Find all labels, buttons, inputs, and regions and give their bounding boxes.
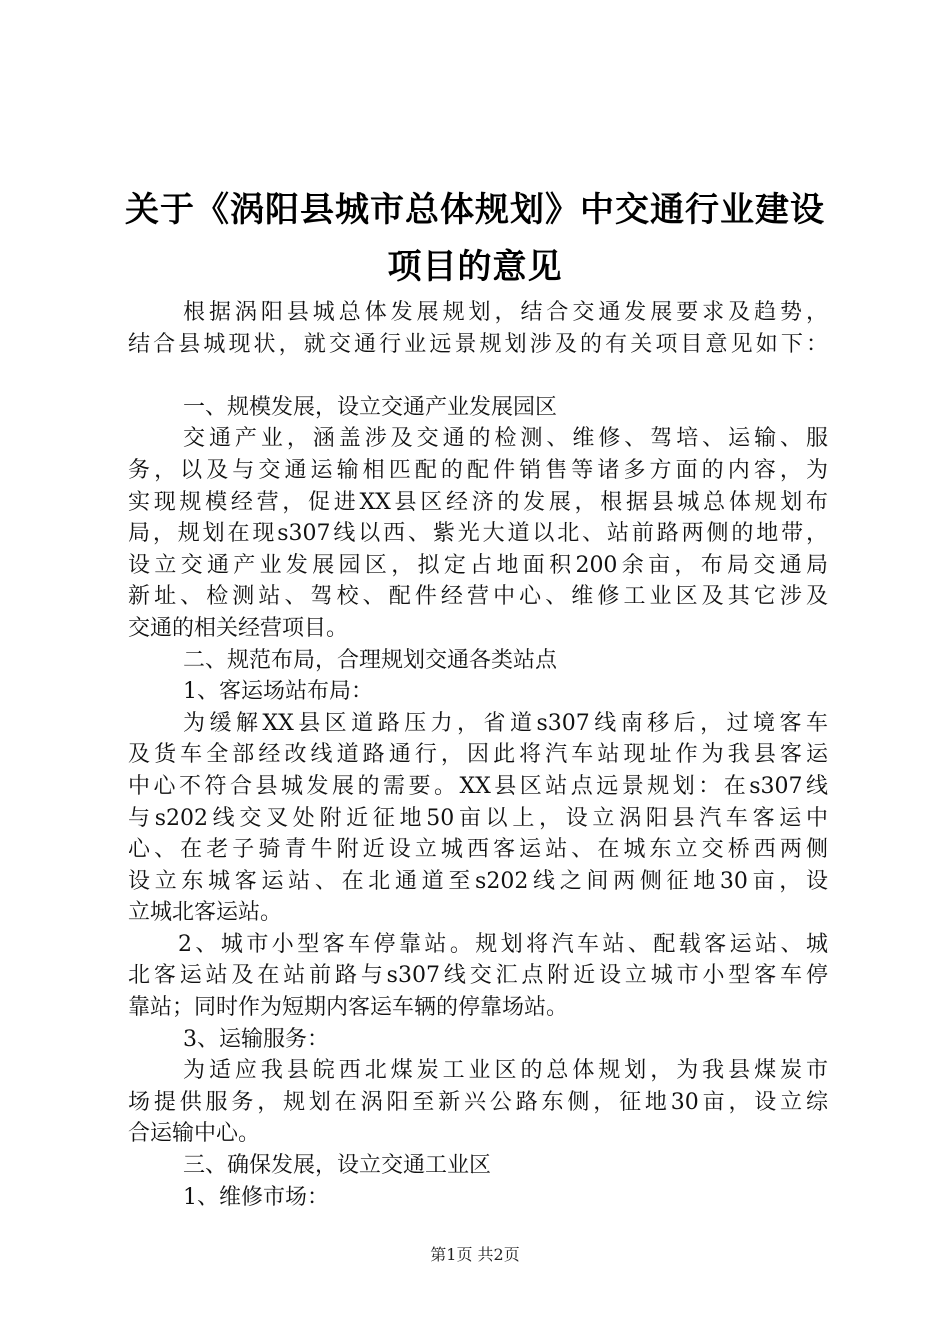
section-heading: 一、规模发展，设立交通产业发展园区 [183,394,558,420]
paragraph-line: 交通的相关经营项目。 [128,615,349,641]
document-title-line-2: 项目的意见 [387,247,563,287]
paragraph-line: 交通产业，涵盖涉及交通的检测、维修、驾培、运输、服 [183,426,828,452]
paragraph-line: 新址、检测站、驾校、配件经营中心、维修工业区及其它涉及 [128,584,828,610]
paragraph-line: 及货车全部经改线道路通行，因此将汽车站现址作为我县客运 [128,742,828,768]
subsection-heading: 1、维修市场： [183,1184,329,1210]
paragraph-line: 务，以及与交通运输相匹配的配件销售等诸多方面的内容，为 [128,457,828,483]
paragraph-line: 局，规划在现s307线以西、紫光大道以北、站前路两侧的地带， [128,521,828,547]
paragraph-line: 实现规模经营，促进XX县区经济的发展，根据县城总体规划布 [128,489,828,515]
paragraph-line: 设立交通产业发展园区，拟定占地面积200余亩，布局交通局 [128,552,828,578]
document-title-line-1: 关于《涡阳县城市总体规划》中交通行业建设 [125,190,825,230]
paragraph-line: 与s202线交叉处附近征地50亩以上，设立涡阳县汽车客运中 [128,805,828,831]
section-heading: 三、确保发展，设立交通工业区 [183,1153,492,1179]
subsection-heading: 3、运输服务： [183,1026,329,1052]
paragraph-line: 2、城市小型客车停靠站。规划将汽车站、配载客运站、城 [178,931,828,957]
paragraph-line: 设立东城客运站、在北通道至s202线之间两侧征地30亩，设 [128,868,828,894]
page-footer: 第1页 共2页 [430,1245,520,1264]
paragraph-line: 场提供服务，规划在涡阳至新兴公路东侧，征地30亩，设立综 [128,1089,828,1115]
subsection-heading: 1、客运场站布局： [183,679,373,705]
paragraph-line: 心、在老子骑青牛附近设立城西客运站、在城东立交桥西两侧 [128,837,828,863]
paragraph-line: 根据涡阳县城总体发展规划，结合交通发展要求及趋势， [183,300,828,325]
paragraph-line: 靠站；同时作为短期内客运车辆的停靠场站。 [128,995,569,1021]
document-body [128,297,828,1213]
paragraph-line: 为缓解XX县区道路压力，省道s307线南移后，过境客车 [183,710,828,736]
paragraph-line: 结合县城现状，就交通行业远景规划涉及的有关项目意见如下： [128,331,828,357]
paragraph-line: 中心不符合县城发展的需要。XX县区站点远景规划：在s307线 [128,773,828,799]
paragraph-line: 北客运站及在站前路与s307线交汇点附近设立城市小型客车停 [128,963,828,989]
paragraph-line: 为适应我县皖西北煤炭工业区的总体规划，为我县煤炭市 [183,1058,828,1084]
section-heading: 二、规范布局，合理规划交通各类站点 [183,647,558,673]
paragraph-line: 合运输中心。 [128,1121,261,1147]
paragraph-line: 立城北客运站。 [128,900,283,926]
